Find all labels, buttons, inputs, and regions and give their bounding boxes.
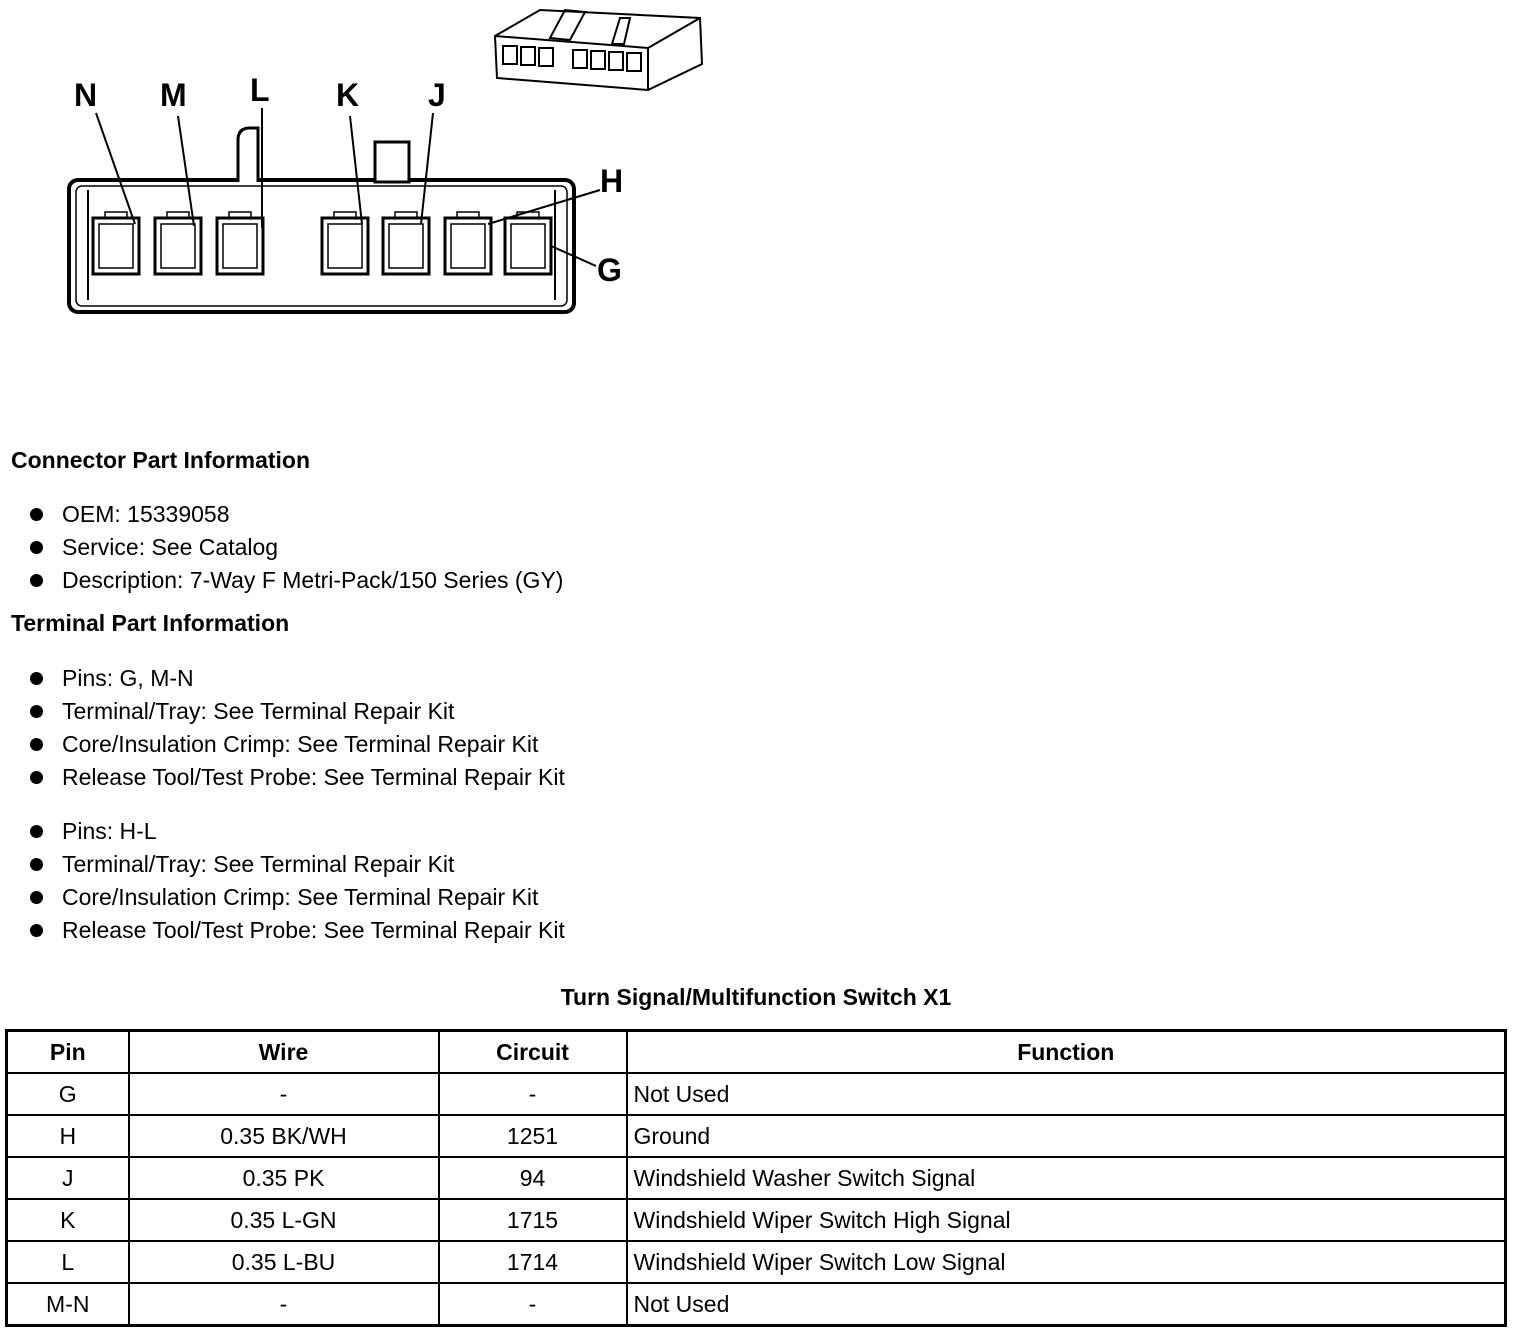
pin-label-k: K <box>336 77 360 113</box>
list-item: Terminal/Tray: See Terminal Repair Kit <box>28 848 565 881</box>
list-item: Service: See Catalog <box>28 531 563 564</box>
terminal-cavity <box>93 212 139 274</box>
cell-pin: K <box>7 1199 129 1241</box>
table-row <box>7 1241 1506 1283</box>
header-function: Function <box>627 1031 1506 1074</box>
terminal-cavity <box>505 212 551 274</box>
cell-function: Ground <box>627 1115 1506 1157</box>
cell-pin: G <box>7 1073 129 1115</box>
connector-part-info-list <box>28 498 563 597</box>
list-item: Core/Insulation Crimp: See Terminal Repair Kit <box>28 881 565 914</box>
list-item: Pins: G, M-N <box>28 662 565 695</box>
list-item: OEM: 15339058 <box>28 498 563 531</box>
terminal-part-info-group-1 <box>28 662 565 794</box>
cell-circuit: - <box>439 1283 627 1326</box>
cell-pin: J <box>7 1157 129 1199</box>
cell-pin: H <box>7 1115 129 1157</box>
cell-circuit: 1714 <box>439 1241 627 1283</box>
table-header-row <box>7 1031 1506 1074</box>
cell-wire: 0.35 PK <box>129 1157 439 1199</box>
pin-label-m: M <box>160 77 187 113</box>
connector-isometric-view <box>495 10 702 90</box>
table-row <box>7 1073 1506 1115</box>
header-circuit: Circuit <box>439 1031 627 1074</box>
table-row <box>7 1283 1506 1326</box>
table-row <box>7 1157 1506 1199</box>
terminal-cavity <box>445 212 491 274</box>
pin-label-g: G <box>597 252 622 288</box>
cell-wire: 0.35 L-BU <box>129 1241 439 1283</box>
list-item: Release Tool/Test Probe: See Terminal Repair Kit <box>28 761 565 794</box>
table-row <box>7 1115 1506 1157</box>
connector-part-info-heading: Connector Part Information <box>11 447 311 473</box>
cell-wire: - <box>129 1073 439 1115</box>
pin-table <box>5 1029 1507 1327</box>
header-pin: Pin <box>7 1031 129 1074</box>
list-item: Release Tool/Test Probe: See Terminal Repair Kit <box>28 914 565 947</box>
table-row <box>7 1199 1506 1241</box>
pin-label-l: L <box>250 72 270 108</box>
connector-cavities <box>93 212 551 274</box>
cell-circuit: 1715 <box>439 1199 627 1241</box>
cell-circuit: 1251 <box>439 1115 627 1157</box>
connector-diagram <box>0 0 720 330</box>
cell-wire: 0.35 BK/WH <box>129 1115 439 1157</box>
pin-label-h: H <box>600 163 624 199</box>
cell-circuit: - <box>439 1073 627 1115</box>
cell-wire: 0.35 L-GN <box>129 1199 439 1241</box>
terminal-part-info-heading: Terminal Part Information <box>11 610 290 636</box>
cell-wire: - <box>129 1283 439 1326</box>
cell-function: Windshield Wiper Switch High Signal <box>627 1199 1506 1241</box>
pin-label-n: N <box>74 77 98 113</box>
list-item: Pins: H-L <box>28 815 565 848</box>
cell-pin: L <box>7 1241 129 1283</box>
pin-label-j: J <box>428 77 446 113</box>
cell-function: Not Used <box>627 1073 1506 1115</box>
header-wire: Wire <box>129 1031 439 1074</box>
terminal-part-info-group-2 <box>28 815 565 947</box>
cell-function: Windshield Wiper Switch Low Signal <box>627 1241 1506 1283</box>
terminal-cavity <box>217 212 263 274</box>
list-item: Core/Insulation Crimp: See Terminal Repair Kit <box>28 728 565 761</box>
cell-pin: M-N <box>7 1283 129 1326</box>
cell-function: Windshield Washer Switch Signal <box>627 1157 1506 1199</box>
list-item: Terminal/Tray: See Terminal Repair Kit <box>28 695 565 728</box>
cell-circuit: 94 <box>439 1157 627 1199</box>
pin-table-title: Turn Signal/Multifunction Switch X1 <box>560 984 952 1010</box>
cell-function: Not Used <box>627 1283 1506 1326</box>
list-item: Description: 7-Way F Metri-Pack/150 Series (GY) <box>28 564 563 597</box>
